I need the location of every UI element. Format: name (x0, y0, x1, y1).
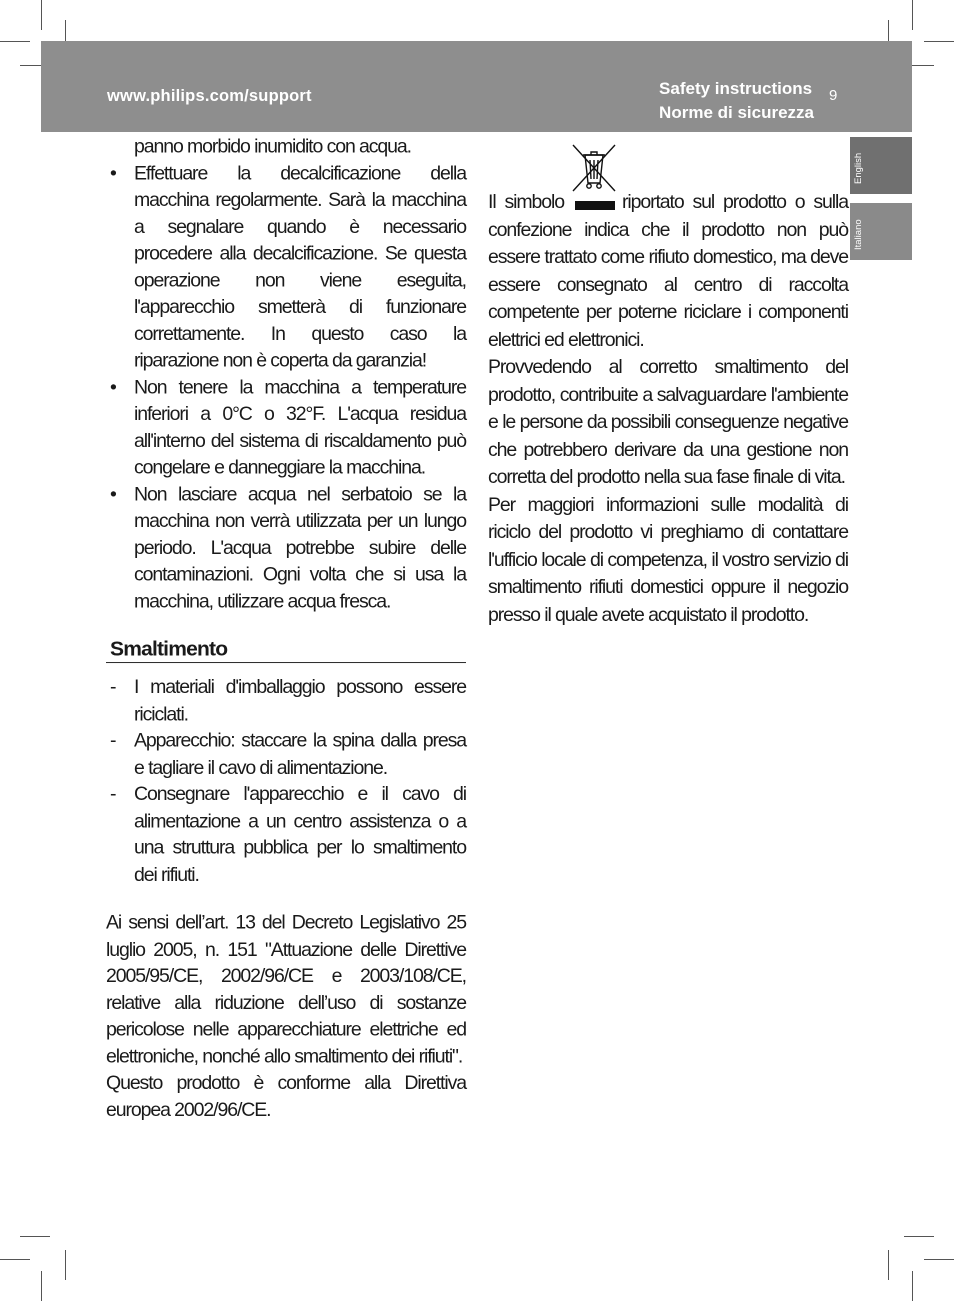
list-item: • Non lasciare acqua nel serbatoio se la macchina non verrà utilizzata per un lungo periodo. L'acqua potrebbe subire delle contaminazioni. Ogni volta che si usa la macchina, utilizzare acqua fresca. (106, 482, 466, 616)
header-title-english: Safety instructions (659, 79, 813, 98)
header-title-italian: Norme di sicurezza (659, 103, 814, 122)
safety-bullets (106, 161, 466, 616)
lang-tab-english[interactable] (850, 137, 912, 194)
crop-mark (41, 1271, 42, 1301)
page-header (41, 41, 912, 132)
crop-mark (0, 1259, 30, 1260)
lang-tab-italiano[interactable] (850, 203, 912, 260)
crop-mark (924, 1259, 954, 1260)
conformity-paragraph: Questo prodotto è conforme alla Direttiva europea 2002/96/CE. (106, 1072, 466, 1121)
list-item: • Non tenere la macchina a temperature inferiori a 0°C o 32°F. L'acqua residua all'interno del sistema di riscaldamento può congelare e danneggiare la macchina. (106, 375, 466, 482)
crop-mark (924, 41, 954, 42)
list-item: - Consegnare l'apparecchio e il cavo di alimentazione a un centro assistenza o a una struttura pubblica per lo smaltimento dei rifiuti. (106, 782, 466, 889)
crop-mark (904, 1236, 934, 1237)
crop-mark (41, 0, 42, 30)
disposal-paragraph: Provvedendo al corretto smaltimento del prodotto, contribuite a salvaguardare l'ambiente e le persone da possibili conseguenze negative che potrebbero derivare da una gestione non corretta del prodotto nella sua fase finale di vita. (488, 356, 848, 488)
lang-tab-english-label: English (853, 152, 864, 184)
crop-mark (888, 1250, 889, 1280)
list-item: - Apparecchio: staccare la spina dalla presa e tagliare il cavo di alimentazione. (106, 728, 466, 781)
weee-text-before: Il simbolo (488, 191, 564, 213)
list-item: • Effettuare la decalcificazione della macchina regolarmente. Sarà la macchina a segnalare quando è necessario procedere alla decalcificazione. Se questa operazione non viene eseguita, l'apparecchio smetterà di funzionare correttamente. In questo caso la riparazione non è coperta da garanzia! (106, 161, 466, 375)
right-column (488, 189, 848, 629)
crop-mark (912, 1271, 913, 1301)
weee-paragraph (488, 189, 848, 354)
crop-mark (912, 0, 913, 30)
crop-mark (0, 41, 30, 42)
list-item: - I materiali d'imballaggio possono essere riciclati. (106, 675, 466, 728)
page-number: 9 (829, 87, 838, 104)
legal-paragraph: Ai sensi dell’art. 13 del Decreto Legislativo 25 luglio 2005, n. 151 "Attuazione delle Direttive 2005/95/CE, 2002/96/CE e 2003/108/CE, relative alla riduzione dell’uso di sostanze pericolose nelle apparecchiature elettriche ed elettroniche, nonché allo smaltimento dei rifiuti". (106, 911, 466, 1068)
support-url[interactable]: www.philips.com/support (107, 87, 312, 105)
header-titles (659, 77, 814, 125)
crop-mark (65, 1250, 66, 1280)
weee-text-after: riportato sul prodotto o sulla confezione indica che il prodotto non può essere trattato come rifiuto domestico, ma deve essere consegnato al centro di raccolta competente per poterne riciclare i componenti elettrici ed elettronici. (488, 191, 848, 351)
left-column (106, 134, 466, 1124)
continuation-text: panno morbido inumidito con acqua. (134, 135, 411, 158)
section-title-smaltimento: Smaltimento (106, 637, 466, 663)
crossed-bin-icon (571, 143, 617, 193)
spacer (106, 889, 466, 910)
crop-mark (20, 1236, 50, 1237)
disposal-list (106, 675, 466, 889)
lang-tab-italiano-label: Italiano (853, 219, 864, 250)
info-paragraph: Per maggiori informazioni sulle modalità di riciclo del prodotto vi preghiamo di contattare l'ufficio locale di competenza, il vostro servizio di smaltimento rifiuti domestici oppure il negozio presso il quale avete acquistato il prodotto. (488, 493, 848, 626)
